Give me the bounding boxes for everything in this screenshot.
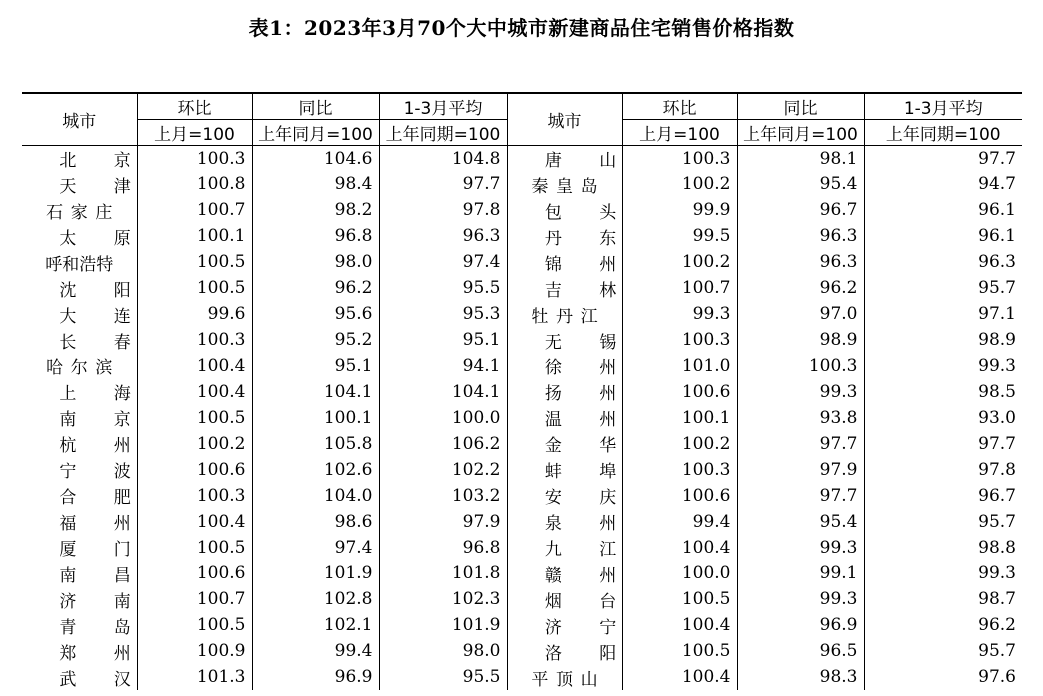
city-name: 金华 <box>507 431 622 457</box>
city-name: 济南 <box>59 591 169 612</box>
table-row <box>22 197 1022 223</box>
table-row <box>22 171 1022 197</box>
mom-value: 100.2 <box>622 171 737 197</box>
table-row <box>22 664 1022 690</box>
header-yoy: 同比 <box>737 93 864 120</box>
city-name: 北京 <box>59 151 169 172</box>
yoy-value: 96.8 <box>252 223 379 249</box>
mom-value: 100.4 <box>622 612 737 638</box>
mom-value: 100.3 <box>622 457 737 483</box>
avg-value: 97.8 <box>379 197 507 223</box>
table-row <box>22 405 1022 431</box>
table-row <box>22 146 1022 172</box>
yoy-value: 96.3 <box>737 223 864 249</box>
avg-value: 97.9 <box>379 509 507 535</box>
mom-value: 100.2 <box>137 431 252 457</box>
avg-value: 102.3 <box>379 586 507 612</box>
mom-value: 101.3 <box>137 664 252 690</box>
city-name: 徐州 <box>507 353 622 379</box>
mom-value: 100.5 <box>137 535 252 561</box>
mom-value: 100.5 <box>137 612 252 638</box>
city-name: 南昌 <box>59 565 169 586</box>
table-row <box>22 535 1022 561</box>
avg-value: 93.0 <box>864 405 1022 431</box>
city-name: 包头 <box>507 197 622 223</box>
yoy-value: 96.5 <box>737 638 864 664</box>
city-name: 九江 <box>507 535 622 561</box>
header-mom-base: 上月=100 <box>622 120 737 146</box>
header-avg-base: 上年同期=100 <box>864 120 1022 146</box>
avg-value: 96.7 <box>864 483 1022 509</box>
header-yoy: 同比 <box>252 93 379 120</box>
avg-value: 99.3 <box>864 561 1022 587</box>
avg-value: 98.8 <box>864 535 1022 561</box>
avg-value: 95.5 <box>379 664 507 690</box>
yoy-value: 97.9 <box>737 457 864 483</box>
mom-value: 101.0 <box>622 353 737 379</box>
header-city: 城市 <box>62 112 97 132</box>
table-row <box>22 638 1022 664</box>
avg-value: 96.1 <box>864 197 1022 223</box>
city-name: 哈尔滨 <box>46 358 121 379</box>
avg-value: 95.7 <box>864 275 1022 301</box>
avg-value: 101.9 <box>379 612 507 638</box>
avg-value: 97.7 <box>864 431 1022 457</box>
yoy-value: 95.1 <box>252 353 379 379</box>
mom-value: 100.4 <box>622 535 737 561</box>
table-row <box>22 327 1022 353</box>
mom-value: 100.6 <box>137 561 252 587</box>
avg-value: 100.0 <box>379 405 507 431</box>
yoy-value: 98.9 <box>737 327 864 353</box>
mom-value: 100.9 <box>137 638 252 664</box>
yoy-value: 102.6 <box>252 457 379 483</box>
city-name: 济宁 <box>507 612 622 638</box>
avg-value: 97.8 <box>864 457 1022 483</box>
yoy-value: 98.2 <box>252 197 379 223</box>
header-avg: 1-3月平均 <box>379 93 507 120</box>
city-name: 福州 <box>59 514 169 535</box>
city-name: 锦州 <box>507 249 622 275</box>
table-row <box>22 301 1022 327</box>
city-name: 武汉 <box>59 669 169 690</box>
city-name: 石家庄 <box>46 202 121 223</box>
mom-value: 100.5 <box>137 275 252 301</box>
city-name: 秦皇岛 <box>507 171 622 197</box>
table-row <box>22 509 1022 535</box>
yoy-value: 102.8 <box>252 586 379 612</box>
mom-value: 100.6 <box>137 457 252 483</box>
avg-value: 96.3 <box>864 249 1022 275</box>
city-name: 沈阳 <box>59 280 169 301</box>
avg-value: 95.1 <box>379 327 507 353</box>
header-yoy-base: 上年同月=100 <box>737 120 864 146</box>
avg-value: 104.1 <box>379 379 507 405</box>
yoy-value: 100.1 <box>252 405 379 431</box>
avg-value: 95.3 <box>379 301 507 327</box>
city-name: 上海 <box>59 384 169 405</box>
yoy-value: 99.4 <box>252 638 379 664</box>
mom-value: 99.4 <box>622 509 737 535</box>
city-name: 合肥 <box>59 488 169 509</box>
yoy-value: 99.3 <box>737 379 864 405</box>
table-row <box>22 561 1022 587</box>
header-mom: 环比 <box>137 93 252 120</box>
header-city: 城市 <box>507 93 622 146</box>
table-row <box>22 431 1022 457</box>
avg-value: 95.7 <box>864 638 1022 664</box>
yoy-value: 93.8 <box>737 405 864 431</box>
yoy-value: 96.7 <box>737 197 864 223</box>
yoy-value: 95.6 <box>252 301 379 327</box>
city-name: 蚌埠 <box>507 457 622 483</box>
yoy-value: 98.6 <box>252 509 379 535</box>
table-row <box>22 612 1022 638</box>
avg-value: 104.8 <box>379 146 507 172</box>
yoy-value: 95.4 <box>737 509 864 535</box>
mom-value: 100.7 <box>137 197 252 223</box>
mom-value: 100.5 <box>137 249 252 275</box>
mom-value: 100.3 <box>137 327 252 353</box>
city-name: 赣州 <box>507 561 622 587</box>
yoy-value: 99.3 <box>737 535 864 561</box>
table-row <box>22 249 1022 275</box>
avg-value: 98.0 <box>379 638 507 664</box>
table-row <box>22 483 1022 509</box>
city-name: 丹东 <box>507 223 622 249</box>
yoy-value: 98.1 <box>737 146 864 172</box>
city-name: 太原 <box>59 228 169 249</box>
city-name: 唐山 <box>507 146 622 172</box>
avg-value: 97.6 <box>864 664 1022 690</box>
avg-value: 102.2 <box>379 457 507 483</box>
table-row <box>22 586 1022 612</box>
city-name: 南京 <box>59 410 169 431</box>
yoy-value: 96.2 <box>252 275 379 301</box>
table-body <box>22 146 1022 691</box>
yoy-value: 96.9 <box>252 664 379 690</box>
yoy-value: 104.0 <box>252 483 379 509</box>
header-mom: 环比 <box>622 93 737 120</box>
avg-value: 96.2 <box>864 612 1022 638</box>
avg-value: 96.8 <box>379 535 507 561</box>
mom-value: 100.2 <box>622 249 737 275</box>
yoy-value: 100.3 <box>737 353 864 379</box>
mom-value: 100.6 <box>622 379 737 405</box>
header-avg: 1-3月平均 <box>864 93 1022 120</box>
mom-value: 100.1 <box>137 223 252 249</box>
yoy-value: 98.0 <box>252 249 379 275</box>
mom-value: 100.2 <box>622 431 737 457</box>
yoy-value: 96.9 <box>737 612 864 638</box>
yoy-value: 101.9 <box>252 561 379 587</box>
city-name: 洛阳 <box>507 638 622 664</box>
yoy-value: 102.1 <box>252 612 379 638</box>
mom-value: 100.5 <box>622 586 737 612</box>
avg-value: 96.1 <box>864 223 1022 249</box>
mom-value: 100.5 <box>622 638 737 664</box>
avg-value: 94.1 <box>379 353 507 379</box>
mom-value: 100.6 <box>622 483 737 509</box>
mom-value: 100.4 <box>622 664 737 690</box>
avg-value: 98.7 <box>864 586 1022 612</box>
avg-value: 94.7 <box>864 171 1022 197</box>
header-mom-base: 上月=100 <box>137 120 252 146</box>
city-name: 泉州 <box>507 509 622 535</box>
city-name: 青岛 <box>59 617 169 638</box>
mom-value: 100.3 <box>622 146 737 172</box>
mom-value: 100.8 <box>137 171 252 197</box>
yoy-value: 96.3 <box>737 249 864 275</box>
avg-value: 97.7 <box>379 171 507 197</box>
mom-value: 100.3 <box>137 146 252 172</box>
header-yoy-base: 上年同月=100 <box>252 120 379 146</box>
mom-value: 100.4 <box>137 509 252 535</box>
yoy-value: 98.3 <box>737 664 864 690</box>
table-header <box>22 93 1022 146</box>
city-name: 吉林 <box>507 275 622 301</box>
avg-value: 95.5 <box>379 275 507 301</box>
table-row <box>22 353 1022 379</box>
mom-value: 99.9 <box>622 197 737 223</box>
city-name: 安庆 <box>507 483 622 509</box>
city-name: 呼和浩特 <box>45 254 114 275</box>
mom-value: 99.3 <box>622 301 737 327</box>
price-index-table <box>22 92 1022 690</box>
mom-value: 99.5 <box>622 223 737 249</box>
avg-value: 106.2 <box>379 431 507 457</box>
city-name: 牡丹江 <box>507 301 622 327</box>
table-title: 表1：2023年3月70个大中城市新建商品住宅销售价格指数 <box>248 16 795 40</box>
table-row <box>22 275 1022 301</box>
mom-value: 100.4 <box>137 379 252 405</box>
avg-value: 96.3 <box>379 223 507 249</box>
avg-value: 98.5 <box>864 379 1022 405</box>
yoy-value: 97.0 <box>737 301 864 327</box>
avg-value: 97.4 <box>379 249 507 275</box>
mom-value: 99.6 <box>137 301 252 327</box>
yoy-value: 104.1 <box>252 379 379 405</box>
table-row <box>22 223 1022 249</box>
avg-value: 101.8 <box>379 561 507 587</box>
city-name: 烟台 <box>507 586 622 612</box>
mom-value: 100.1 <box>622 405 737 431</box>
city-name: 平顶山 <box>507 664 622 690</box>
mom-value: 100.7 <box>137 586 252 612</box>
city-name: 宁波 <box>59 462 169 483</box>
yoy-value: 97.4 <box>252 535 379 561</box>
avg-value: 103.2 <box>379 483 507 509</box>
header-avg-base: 上年同期=100 <box>379 120 507 146</box>
city-name: 厦门 <box>59 540 169 561</box>
yoy-value: 97.7 <box>737 483 864 509</box>
city-name: 郑州 <box>59 643 169 664</box>
avg-value: 98.9 <box>864 327 1022 353</box>
yoy-value: 95.2 <box>252 327 379 353</box>
city-name: 杭州 <box>59 436 169 457</box>
table-row <box>22 379 1022 405</box>
city-name: 无锡 <box>507 327 622 353</box>
mom-value: 100.4 <box>137 353 252 379</box>
city-name: 长春 <box>59 332 169 353</box>
yoy-value: 97.7 <box>737 431 864 457</box>
yoy-value: 99.1 <box>737 561 864 587</box>
city-name: 天津 <box>59 176 169 197</box>
avg-value: 97.1 <box>864 301 1022 327</box>
yoy-value: 96.2 <box>737 275 864 301</box>
yoy-value: 104.6 <box>252 146 379 172</box>
city-name: 大连 <box>59 306 169 327</box>
avg-value: 95.7 <box>864 509 1022 535</box>
avg-value: 99.3 <box>864 353 1022 379</box>
city-name: 扬州 <box>507 379 622 405</box>
table-row <box>22 457 1022 483</box>
mom-value: 100.5 <box>137 405 252 431</box>
city-name: 温州 <box>507 405 622 431</box>
yoy-value: 95.4 <box>737 171 864 197</box>
yoy-value: 105.8 <box>252 431 379 457</box>
mom-value: 100.7 <box>622 275 737 301</box>
yoy-value: 98.4 <box>252 171 379 197</box>
avg-value: 97.7 <box>864 146 1022 172</box>
mom-value: 100.3 <box>137 483 252 509</box>
yoy-value: 99.3 <box>737 586 864 612</box>
mom-value: 100.3 <box>622 327 737 353</box>
mom-value: 100.0 <box>622 561 737 587</box>
